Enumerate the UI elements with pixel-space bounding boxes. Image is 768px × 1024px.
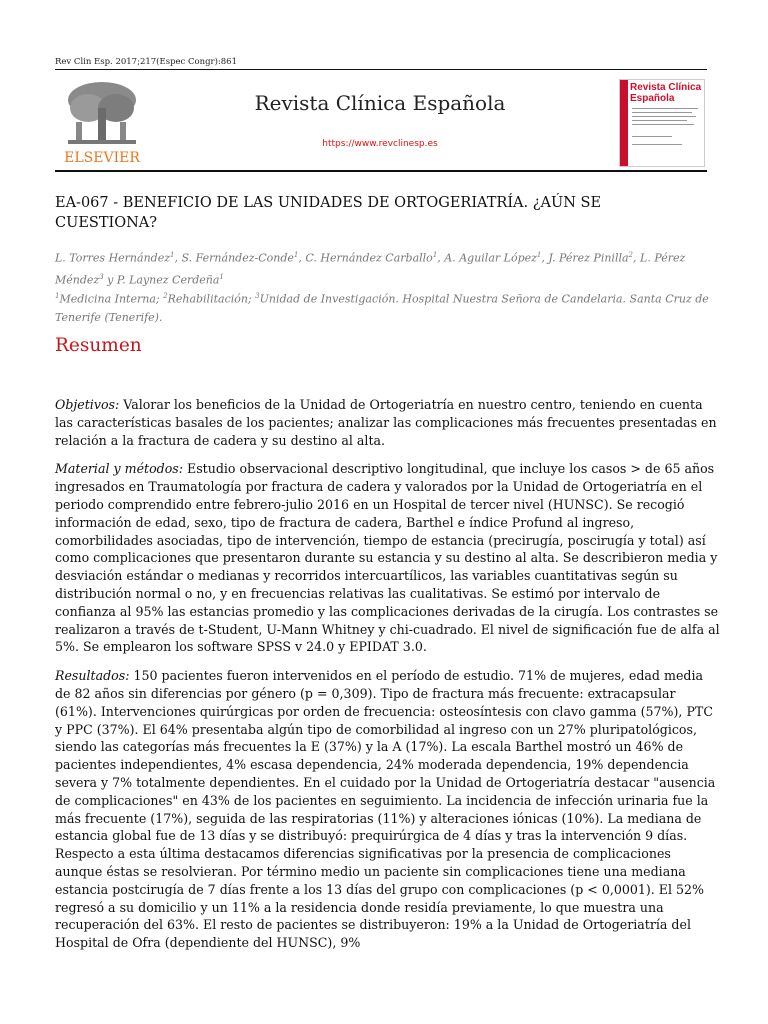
- author-affiliation-mark: 1: [293, 251, 299, 259]
- affiliation: Medicina Interna;: [59, 292, 164, 306]
- paragraph-label: Material y métodos:: [55, 461, 184, 477]
- author: A. Aguilar López: [444, 251, 537, 265]
- cover-text-line: [632, 124, 694, 125]
- cover-title: Revista Clínica Española: [630, 82, 702, 104]
- author-list: [55, 246, 710, 289]
- paragraph-label: Resultados:: [55, 668, 130, 684]
- author-affiliation-mark: 1: [170, 251, 175, 259]
- cover-text-line: [632, 120, 687, 121]
- affiliation-number: 2: [163, 292, 168, 300]
- paragraph-label: Objetivos:: [55, 397, 120, 412]
- author: S. Fernández-Conde: [181, 251, 294, 265]
- paragraph-text: 150 pacientes fueron intervenidos en el período de estudio. 71% de mujeres, edad media de 82 años sin diferencias por género (p = 0,309). Tipo de fractura más frecuente: extracapsular (61%). Intervenciones quirúrgicas por orden de frecuencia: osteosíntesis con clavo gamma (57%), PTC y PPC (37%). El 64% presentaba algún tipo de comorbilidad al ingreso con un 27% pluripatológicos, siendo las categorías más frecuentes la E (37%) y la A (17%). La escala Barthel mostró un 46% de pacientes independientes, 4% escasa dependencia, 24% moderada dependencia, 19% dependencia severa y 7% totalmente dependientes. En el cuidado por la Unidad de Ortogeriatría destacar "ausencia de complicaciones" en 43% de los pacientes en seguimiento. La incidencia de infección urinaria fue la más frecuente (17%), seguida de las respiratorias (11%) y alteraciones iónicas (10%). La mediana de estancia global fue de 13 días y se distribuyó: prequirúrgica de 4 días y tras la intervención 9 días. Respecto a esta última destacamos diferencias significativas por la presencia de complicaciones aunque éstas se resolvieran. Por término medio un paciente sin complicaciones tiene una mediana estancia postcirugía de 7 días frente a los 13 días del grupo con complicaciones (p < 0,0001). El 52% regresó a su domicilio y un 11% a la residencia donde residía previamente, lo que muestra una recuperación del 63%. El resto de pacientes se distribuyeron: 19% a la Unidad de Ortogeriatría del Hospital de Ofra (dependiente del HUNSC), 9%: [55, 668, 716, 951]
- header-top-rule: [55, 69, 707, 70]
- journal-citation: Rev Clin Esp. 2017;217(Espec Congr):861: [55, 57, 238, 67]
- author: J. Pérez Pinilla: [548, 251, 629, 265]
- header-bottom-rule: [55, 170, 707, 172]
- elsevier-wordmark: ELSEVIER: [64, 150, 140, 166]
- author-separator: ,: [541, 251, 549, 265]
- article-title: EA-067 - BENEFICIO DE LAS UNIDADES DE ORTOGERIATRÍA. ¿AÚN SE CUESTIONA?: [55, 195, 602, 231]
- paragraph-text: Valorar los beneficios de la Unidad de Ortogeriatría en nuestro centro, teniendo en cuenta las características basales de los pacientes; analizar las complicaciones más frecuentes presentadas en relación a la fractura de cadera y su destino al alta.: [55, 397, 717, 448]
- affiliation: Unidad de Investigación. Hospital Nuestra Señora de Candelaria. Santa Cruz de Tenerife (Tenerife).: [55, 292, 709, 324]
- author-separator: ,: [174, 251, 182, 265]
- abstract-paragraph-objetivos: [55, 396, 720, 449]
- journal-title: Revista Clínica Española: [254, 91, 506, 115]
- author: L. Torres Hernández: [55, 251, 171, 265]
- elsevier-tree-icon: [58, 78, 146, 166]
- author-affiliation-mark: 2: [628, 251, 634, 259]
- author-affiliation-mark: 3: [99, 272, 104, 281]
- author: L. Pérez Méndez: [55, 251, 686, 287]
- journal-cover-thumbnail: [619, 79, 705, 167]
- cover-text-line: [632, 108, 698, 109]
- cover-side-bar: [620, 80, 628, 166]
- author: C. Hernández Carballo: [305, 251, 433, 265]
- author-separator: y: [103, 273, 117, 287]
- journal-url-link[interactable]: https://www.revclinesp.es: [322, 139, 438, 149]
- author-separator: ,: [633, 251, 641, 265]
- abstract-paragraph-resultados: [55, 667, 720, 952]
- author-separator: ,: [298, 251, 306, 265]
- author-separator: ,: [437, 251, 445, 265]
- affiliation-number: 3: [255, 292, 260, 300]
- author-affiliation-mark: 1: [219, 272, 224, 281]
- section-heading-resumen: Resumen: [55, 335, 142, 356]
- paragraph-text: Estudio observacional descriptivo longitudinal, que incluye los casos > de 65 años ingresados en Traumatología por fractura de cadera y valorados por la Unidad de Ortogeriatría en el periodo comprendido entre febrero-julio 2016 en un Hospital de tercer nivel (HUNSC). Se recogió información de edad, sexo, tipo de fractura de cadera, Barthel e índice Profund al ingreso, comorbilidades asociadas, tipo de intervención, tiempo de estancia (precirugía, poscirugía y total) así como complicaciones que presentaron durante su estancia y su destino al alta. Se describieron media y desviación estándar o medianas y recorridos intercuartílicos, las variables cuantitativas según su distribución normal o no, y en frecuencias relativas las cualitativas. Se estimó por intervalo de confianza al 95% las estancias promedio y las complicaciones derivadas de la cirugía. Los contrastes se realizaron a través de t-Student, U-Mann Whitney y chi-cuadrado. El nivel de significación fue de alfa al 5%. Se emplearon los software SPSS v 24.0 y EPIDAT 3.0.: [55, 461, 720, 655]
- abstract-body: [55, 396, 720, 963]
- cover-text-line: [632, 144, 682, 145]
- elsevier-logo: [58, 78, 146, 166]
- author-affiliation-mark: 1: [432, 251, 438, 259]
- cover-text-line: [632, 112, 692, 113]
- affiliation-number: 1: [55, 292, 60, 300]
- affiliation: Rehabilitación;: [167, 292, 256, 306]
- cover-text-line: [632, 136, 672, 137]
- abstract-paragraph-metodos: [55, 460, 720, 656]
- author: P. Laynez Cerdeña: [116, 273, 220, 287]
- affiliation-list: [55, 287, 710, 327]
- cover-text-line: [632, 116, 696, 117]
- author-affiliation-mark: 1: [536, 251, 542, 259]
